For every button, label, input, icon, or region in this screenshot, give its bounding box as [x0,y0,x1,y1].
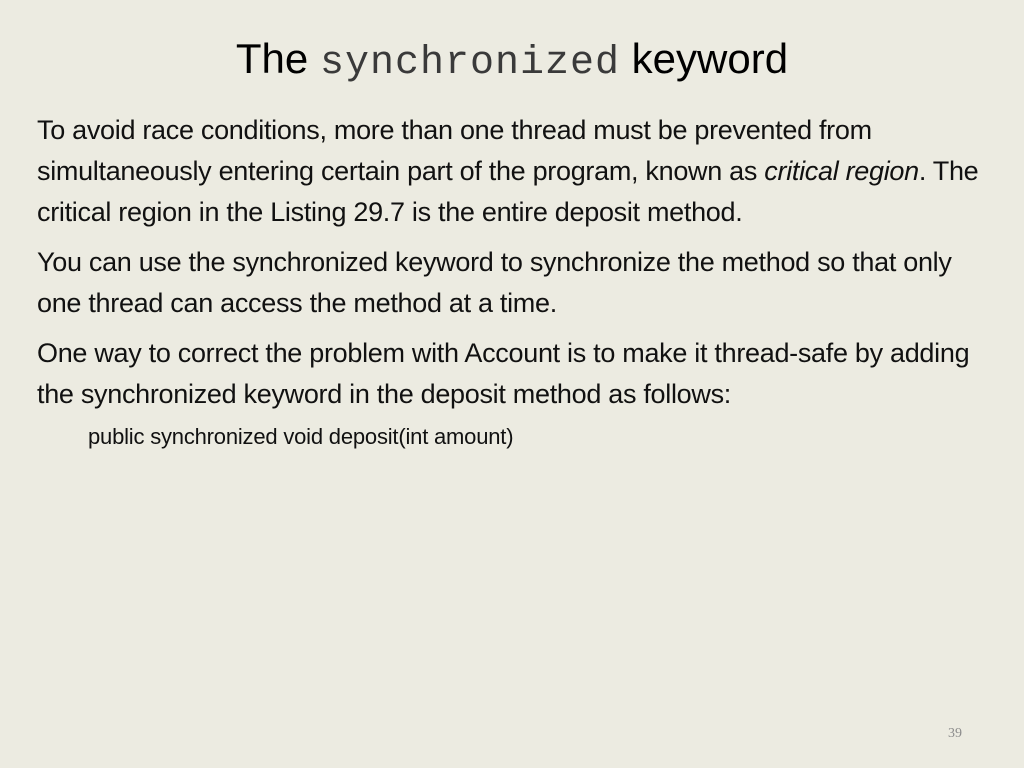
title-keyword: synchronized [319,41,620,86]
slide-title [0,30,1024,93]
paragraph-1-text-end: . The critical region in the Listing 29.7 is the entire deposit method. [37,156,979,227]
method-signature-example: public synchronized void deposit(int amount) [88,424,514,449]
slide-body [37,110,997,452]
slide-number: 39 [948,726,962,741]
paragraph-synchronized-keyword: You can use the synchronized keyword to synchronize the method so that only one thread can access the method at a time. [37,247,952,318]
paragraph-critical-region [37,110,997,233]
critical-region-term: critical region [764,156,919,186]
paragraph-thread-safe: One way to correct the problem with Account is to make it thread-safe by adding the synchronized keyword in the deposit method as follows: [37,338,970,409]
title-suffix: keyword [631,35,789,82]
title-prefix: The [235,35,309,82]
paragraph-1-text-start: To avoid race conditions, more than one thread must be prevented from simultaneously entering certain part of the program, known as [37,115,872,186]
